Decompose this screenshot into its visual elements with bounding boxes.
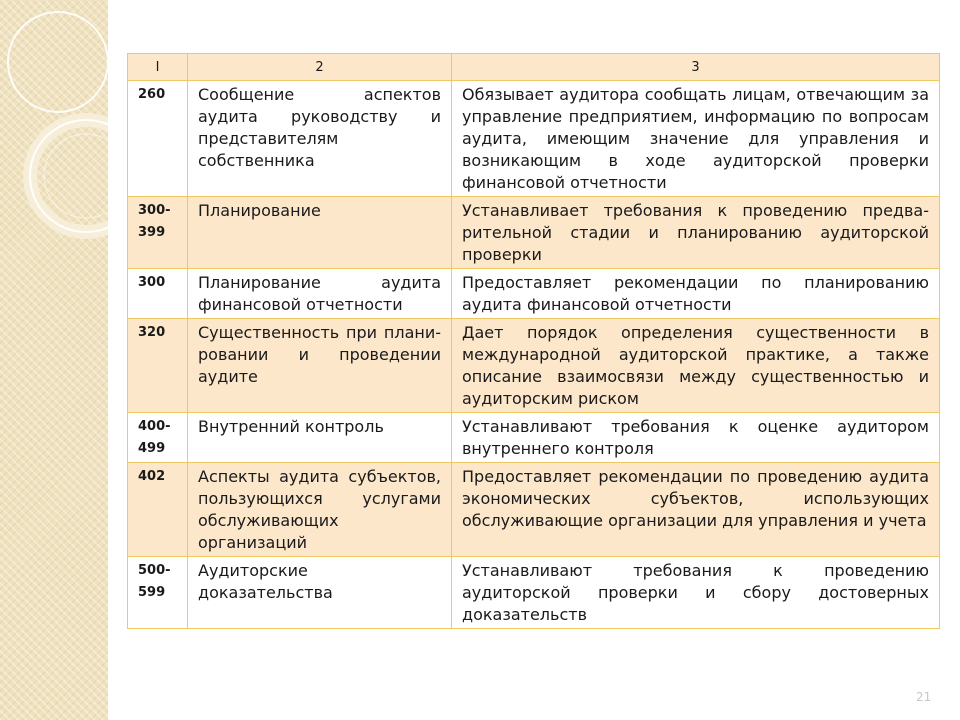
standard-code: 400-499 — [128, 413, 188, 463]
table-row — [128, 413, 940, 463]
table-row — [128, 463, 940, 557]
header-col-2: 2 — [188, 54, 452, 81]
standard-name: Планирование аудита финансовой отчетности — [188, 269, 452, 319]
decorative-side-panel — [0, 0, 108, 720]
standard-code: 300 — [128, 269, 188, 319]
header-col-3: 3 — [452, 54, 940, 81]
standard-description: Дает порядок определения существенности в международной аудиторской практике, а также описание взаимосвязи между существенностью и аудиторским риском — [452, 319, 940, 413]
table-row — [128, 81, 940, 197]
standard-code: 260 — [128, 81, 188, 197]
standard-description: Устанавливает требования к проведению предва-рительной стадии и планированию аудиторской проверки — [452, 197, 940, 269]
table-header-row — [128, 54, 940, 81]
standard-name: Планирование — [188, 197, 452, 269]
header-col-1: I — [128, 54, 188, 81]
table-row — [128, 319, 940, 413]
table-row — [128, 197, 940, 269]
table-row — [128, 269, 940, 319]
standard-name: Внутренний контроль — [188, 413, 452, 463]
standard-description: Обязывает аудитора сообщать лицам, отвечающим за управление предприятием, информацию по вопросам аудита, имеющим значение для управления и возникающим в ходе аудиторской проверки финансовой отчетности — [452, 81, 940, 197]
page-number: 21 — [916, 690, 932, 704]
standard-code: 320 — [128, 319, 188, 413]
standard-name: Существенность при плани-ровании и проведении аудите — [188, 319, 452, 413]
standard-name: Аудиторские доказательства — [188, 557, 452, 629]
standard-code: 500-599 — [128, 557, 188, 629]
standard-description: Предоставляет рекомендации по проведению аудита экономических субъектов, использующих обслуживающие организации для управления и учета — [452, 463, 940, 557]
table-row — [128, 557, 940, 629]
standard-code: 402 — [128, 463, 188, 557]
standard-name: Аспекты аудита субъектов, пользующихся услугами обслуживающих организаций — [188, 463, 452, 557]
standard-code: 300-399 — [128, 197, 188, 269]
decorative-rings-graphic — [0, 0, 108, 720]
standard-description: Предоставляет рекомендации по планированию аудита финансовой отчетности — [452, 269, 940, 319]
standards-table — [127, 53, 940, 629]
standard-description: Устанавливают требования к проведению аудиторской проверки и сбору достоверных доказательств — [452, 557, 940, 629]
standard-description: Устанавливают требования к оценке аудитором внутреннего контроля — [452, 413, 940, 463]
standard-name: Сообщение аспектов аудита руководству и представителям собственника — [188, 81, 452, 197]
